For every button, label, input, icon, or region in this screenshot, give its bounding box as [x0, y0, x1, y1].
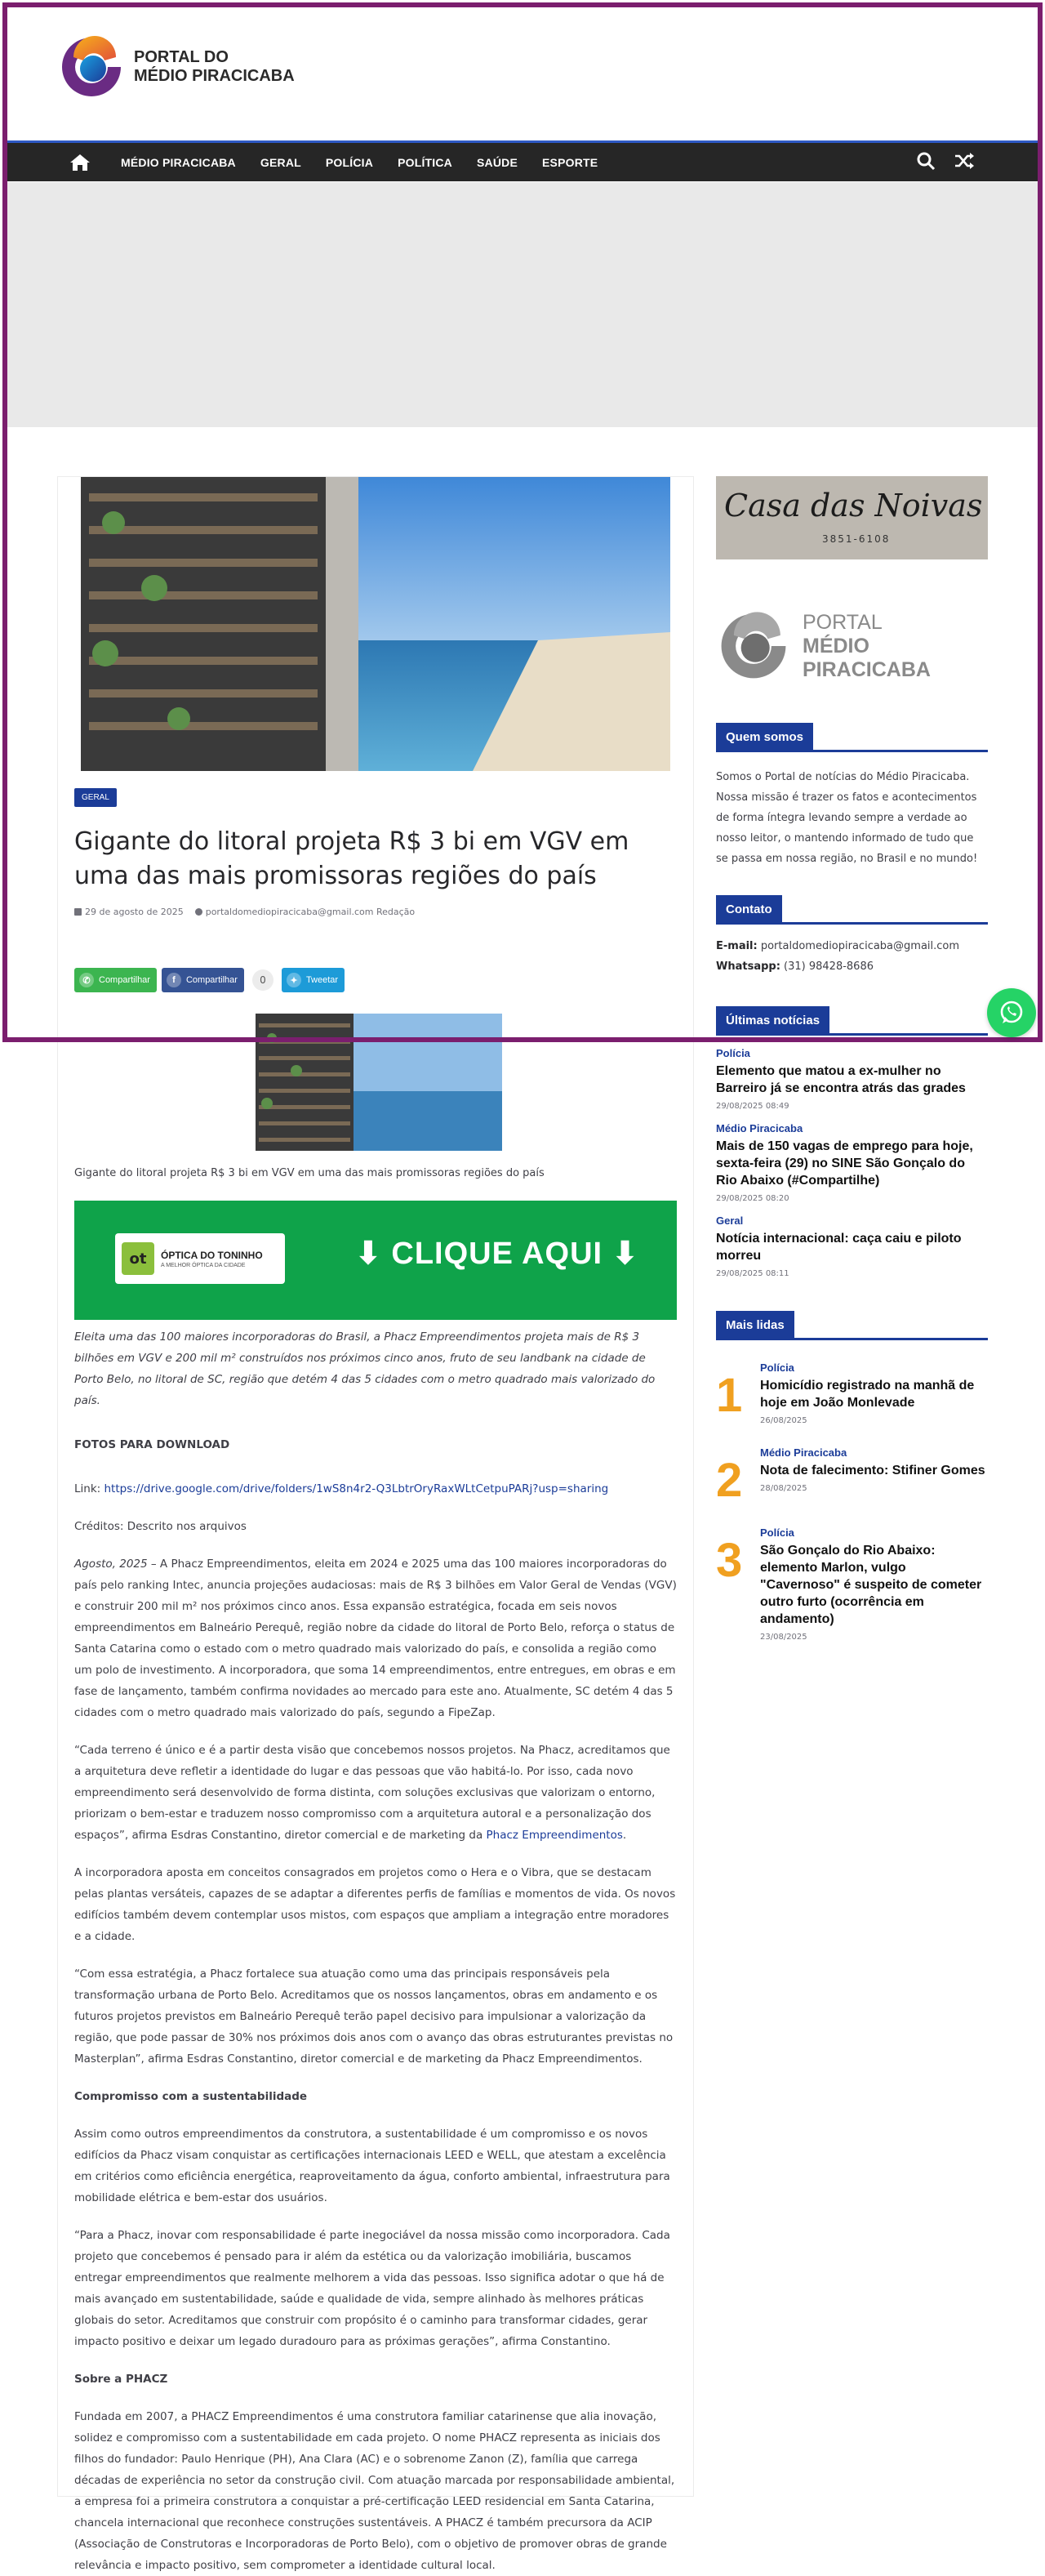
side-logo-line-2: MÉDIO PIRACICABA — [803, 634, 931, 681]
side-logo-line-1: PORTAL — [803, 610, 883, 634]
list-item[interactable] — [716, 1122, 988, 1203]
downloads-heading: FOTOS PARA DOWNLOAD — [74, 1438, 230, 1451]
twitter-bird-icon: ✦ — [287, 973, 301, 987]
sidebar-portal-logo — [716, 605, 988, 687]
site-header — [0, 0, 1045, 140]
news-category[interactable]: Polícia — [760, 1526, 794, 1539]
news-date: 23/08/2025 — [760, 1633, 807, 1642]
logo-text — [134, 48, 295, 86]
ad-phone: 3851-6108 — [822, 533, 891, 545]
heading-sobre-phacz: Sobre a PHACZ — [74, 2373, 168, 2386]
featured-image — [81, 477, 670, 771]
article-body — [74, 787, 677, 2576]
list-item[interactable] — [716, 1214, 988, 1278]
article-text — [74, 1326, 677, 2576]
nav-item-medio-piracicaba[interactable]: MÉDIO PIRACICABA — [121, 155, 236, 169]
credits: Créditos: Descrito nos arquivos — [74, 1520, 247, 1533]
about-text: Somos o Portal de notícias do Médio Piracicaba. Nossa missão é trazer os fatos e acontecimentos de forma íntegra levando sempre a verdade ao nosso leitor, o mantendo informado de tudo que se passa em nossa região, no Brasil e no mundo! — [716, 771, 978, 865]
contact-whatsapp[interactable]: Whatsapp: (31) 98428-8686 — [716, 960, 874, 973]
most-read-item[interactable] — [716, 1446, 988, 1505]
whatsapp-icon — [998, 999, 1025, 1027]
article-title: Gigante do litoral projeta R$ 3 bi em VGV em uma das mais promissoras regiões do país — [74, 827, 629, 890]
news-category[interactable]: Geral — [716, 1214, 744, 1227]
facebook-icon: f — [167, 973, 181, 987]
news-category[interactable]: Polícia — [716, 1047, 750, 1059]
news-date: 28/08/2025 — [760, 1484, 807, 1493]
user-icon — [195, 908, 202, 916]
optica-toninho-banner[interactable] — [74, 1201, 677, 1320]
article-container — [57, 476, 694, 2572]
nav-item-saude[interactable]: SAÚDE — [477, 155, 518, 169]
random-post-shuffle-icon[interactable] — [954, 151, 975, 174]
floating-whatsapp-button[interactable] — [987, 988, 1036, 1037]
contact-widget-title: Contato — [716, 895, 988, 925]
banner-tagline: A MELHOR ÓPTICA DA CIDADE — [161, 1262, 246, 1268]
news-date: 29/08/2025 08:20 — [716, 1194, 789, 1203]
paragraph-6: “Para a Phacz, inovar com responsabilidade é parte inegociável da nossa missão como incorporadora. Cada projeto que concebemos é pensado para ir além da estética ou da valorização imobiliária, buscamos entregar empreendimentos que realmente melhorem a vida das pessoas. Isso significa adotar o que há de mais avançado em sustentabilidade, saúde e qualidade de vida, sempre alinhado às melhores práticas globais do setor. Acreditamos que construir com propósito é o caminho para transformar cidades, gerar impacto positivo e deixar um legado duradouro para as próximas gerações”, afirma Constantino. — [74, 2229, 670, 2348]
calendar-icon — [74, 908, 82, 916]
news-category[interactable]: Polícia — [760, 1362, 794, 1374]
latest-news-widget-title: Últimas notícias — [716, 1006, 988, 1036]
home-icon[interactable] — [64, 150, 96, 175]
share-buttons — [74, 968, 677, 992]
logo-line-2: MÉDIO PIRACICABA — [134, 67, 295, 85]
news-title[interactable]: Notícia internacional: caça caiu e piloto morreu — [716, 1232, 962, 1263]
most-read-item[interactable] — [716, 1362, 988, 1425]
news-title[interactable]: Elemento que matou a ex-mulher no Barreiro já se encontra atrás das grades — [716, 1064, 966, 1095]
banner-logo — [115, 1233, 285, 1284]
paragraph-4: “Com essa estratégia, a Phacz fortalece sua atuação como uma das principais responsáveis pela transformação urbana de Porto Belo. Acreditamos que os nossos lançamentos, obras em andamento e os futuros projetos previstos em Balneário Perequê terão papel decisivo para impulsionar a valorização da região, que pode passar de 30% nos próximos dois anos com o avanço das obras estruturantes previstas no Masterplan”, afirma Esdras Constantino, diretor comercial e de marketing da Phacz Empreendimentos. — [74, 1968, 674, 2066]
news-category[interactable]: Médio Piracicaba — [716, 1122, 803, 1134]
share-twitter-button[interactable]: ✦ Tweetar — [282, 968, 345, 992]
share-facebook-button[interactable]: f Compartilhar — [162, 968, 244, 992]
ad-script-text: Casa das Noivas — [724, 488, 983, 524]
download-link-paragraph: Link: https://drive.google.com/drive/folders/1wS8n4r2-Q3LbtrOryRaxWLtCetpuPARj?usp=sharing — [74, 1482, 609, 1495]
search-icon[interactable] — [916, 151, 936, 174]
article-lead: Eleita uma das 100 maiores incorporadoras do Brasil, a Phacz Empreendimentos projeta mais de R$ 3 bilhões em VGV e 200 mil m² construídos nos próximos cinco anos, fruto de seu landbank na cidade de Porto Belo, no litoral de SC, região que detém 4 das 5 cidades com o metro quadrado mais valorizado do país. — [74, 1330, 656, 1407]
article-author[interactable]: portaldomediopiracicaba@gmail.com Redação — [195, 907, 415, 917]
banner-cta: ⬇ CLIQUE AQUI ⬇ — [355, 1237, 639, 1271]
news-date: 26/08/2025 — [760, 1416, 807, 1425]
news-title[interactable]: Mais de 150 vagas de emprego para hoje, sexta-feira (29) no SINE São Gonçalo do Rio Abaixo (#Compartilhe) — [716, 1139, 973, 1188]
list-item[interactable] — [716, 1047, 988, 1111]
logo-line-1: PORTAL DO — [134, 48, 229, 66]
contact-email[interactable]: E-mail: portaldomediopiracicaba@gmail.com — [716, 940, 960, 952]
banner-brand: ÓPTICA DO TONINHO — [161, 1249, 263, 1261]
paragraph-1: Agosto, 2025 – A Phacz Empreendimentos, eleita em 2024 e 2025 uma das 100 maiores incorporadoras do país pelo ranking Intec, anuncia projeções audaciosas: mais de R$ 3 bilhões em Valor Geral de Vendas (VGV) e construir 200 mil m² nos próximos cinco anos. Essa expansão estratégica, focada em seis novos empreendimentos em Balneário Perequê, região nobre da cidade do litoral de Porto Belo, reforça o status de Santa Catarina como o estado com o metro quadrado mais valorizado do país, e consolida a região como um polo de investimento. A incorporadora, que soma 14 empreendimentos, entre entregues, em obras e em fase de lançamento, também confirma novidades ao mercado para este ano. Atualmente, SC detém 4 das 5 cidades com o metro quadrado mais valorizado do país, segundo a FipeZap. — [74, 1558, 677, 1719]
category-badge[interactable]: GERAL — [74, 788, 117, 807]
nav-item-policia[interactable]: POLÍCIA — [325, 155, 374, 169]
article-date[interactable]: 29 de agosto de 2025 — [74, 907, 184, 917]
site-logo[interactable] — [57, 33, 295, 101]
download-link[interactable]: https://drive.google.com/drive/folders/1wS8n4r2-Q3LbtrOryRaxWLtCetpuPARj?usp=sharing — [104, 1482, 609, 1495]
paragraph-2: “Cada terreno é único e é a partir desta visão que concebemos nossos projetos. Na Phacz, acreditamos que a arquitetura deve refletir a identidade do lugar e das pessoas que vão habitá-lo. Por isso, cada novo empreendimento será desenvolvido de forma distinta, com soluções exclusivas que valorizam o entorno, priorizam o bem-estar e traduzem nosso compromisso com a arquitetura autoral e a personalização dos espaços”, afirma Esdras Constantino, diretor comercial e de marketing da Phacz Empreendimentos. — [74, 1744, 670, 1842]
most-read-list — [716, 1362, 988, 1642]
most-read-item[interactable] — [716, 1526, 988, 1642]
rank-number: 1 — [716, 1369, 743, 1422]
paragraph-5: Assim como outros empreendimentos da construtora, a sustentabilidade é um compromisso e os novos edifícios da Phacz visam conquistar as certificações internacionais LEED e WELL, que atestam a excelência em critérios como eficiência energética, reaproveitamento da água, conforto ambiental, infraestrutura para mobilidade elétrica e bem-estar dos usuários. — [74, 2128, 670, 2204]
heading-sustentabilidade: Compromisso com a sustentabilidade — [74, 2090, 308, 2103]
logo-mark-icon — [57, 33, 126, 101]
news-title[interactable]: Nota de falecimento: Stifiner Gomes — [760, 1464, 985, 1477]
rank-number: 2 — [716, 1454, 743, 1507]
news-date: 29/08/2025 08:11 — [716, 1269, 789, 1278]
article-meta — [74, 907, 677, 917]
news-title[interactable]: São Gonçalo do Rio Abaixo: elemento Marlon, vulgo "Cavernoso" é suspeito de cometer outro furto (ocorrência em andamento) — [760, 1544, 982, 1626]
phacz-link[interactable]: Phacz Empreendimentos — [486, 1829, 623, 1842]
nav-item-esporte[interactable]: ESPORTE — [542, 155, 598, 169]
inline-article-image — [256, 1014, 502, 1151]
portal-grey-logo-icon — [716, 608, 791, 684]
whatsapp-icon: ✆ — [79, 973, 94, 987]
optica-logo-icon: ot — [122, 1242, 154, 1275]
sidebar — [716, 476, 988, 1642]
nav-item-geral[interactable]: GERAL — [260, 155, 301, 169]
top-ad-placeholder — [7, 182, 1038, 427]
news-category[interactable]: Médio Piracicaba — [760, 1446, 847, 1459]
paragraph-7: Fundada em 2007, a PHACZ Empreendimentos é uma construtora familiar catarinense que alia inovação, solidez e compromisso com a sustentabilidade em cada projeto. O nome PHACZ representa as iniciais dos filhos do fundador: Paulo Henrique (PH), Ana Clara (AC) e o sobrenome Zanon (Z), família que carrega décadas de experiência no setor da construção civil. Com atuação marcada por responsabilidade ambiental, a empresa foi a primeira construtora a conquistar a pré-certificação LEED residencial em Santa Catarina, chancela internacional que reconhece construções sustentáveis. A PHACZ é também precursora da ACIP (Associação de Construtoras e Incorporadoras de Porto Belo), com o objetivo de promover obras de grande relevância e impacto positivo, sem comprometer a identidade cultural local. — [74, 2410, 675, 2572]
share-whatsapp-button[interactable]: ✆ Compartilhar — [74, 968, 157, 992]
share-count: 0 — [252, 969, 273, 991]
main-navbar — [7, 140, 1038, 181]
image-caption: Gigante do litoral projeta R$ 3 bi em VGV em uma das mais promissoras regiões do país — [74, 1167, 545, 1179]
news-date: 29/08/2025 08:49 — [716, 1102, 789, 1111]
rank-number: 3 — [716, 1534, 743, 1587]
latest-news-list — [716, 1047, 988, 1278]
casa-das-noivas-ad[interactable] — [716, 476, 988, 559]
nav-item-politica[interactable]: POLÍTICA — [398, 155, 452, 169]
news-title[interactable]: Homicídio registrado na manhã de hoje em João Monlevade — [760, 1379, 975, 1410]
most-read-widget-title: Mais lidas — [716, 1311, 988, 1340]
nav-tools — [916, 151, 975, 174]
paragraph-3: A incorporadora aposta em conceitos consagrados em projetos como o Hera e o Vibra, que se destacam pelas plantas versáteis, capazes de se adaptar a diferentes perfis de famílias e momentos de vida. Os novos edifícios também devem contemplar usos mistos, com espaços que ampliam a integração entre moradores e a cidade. — [74, 1866, 676, 1943]
about-widget-title: Quem somos — [716, 723, 988, 752]
